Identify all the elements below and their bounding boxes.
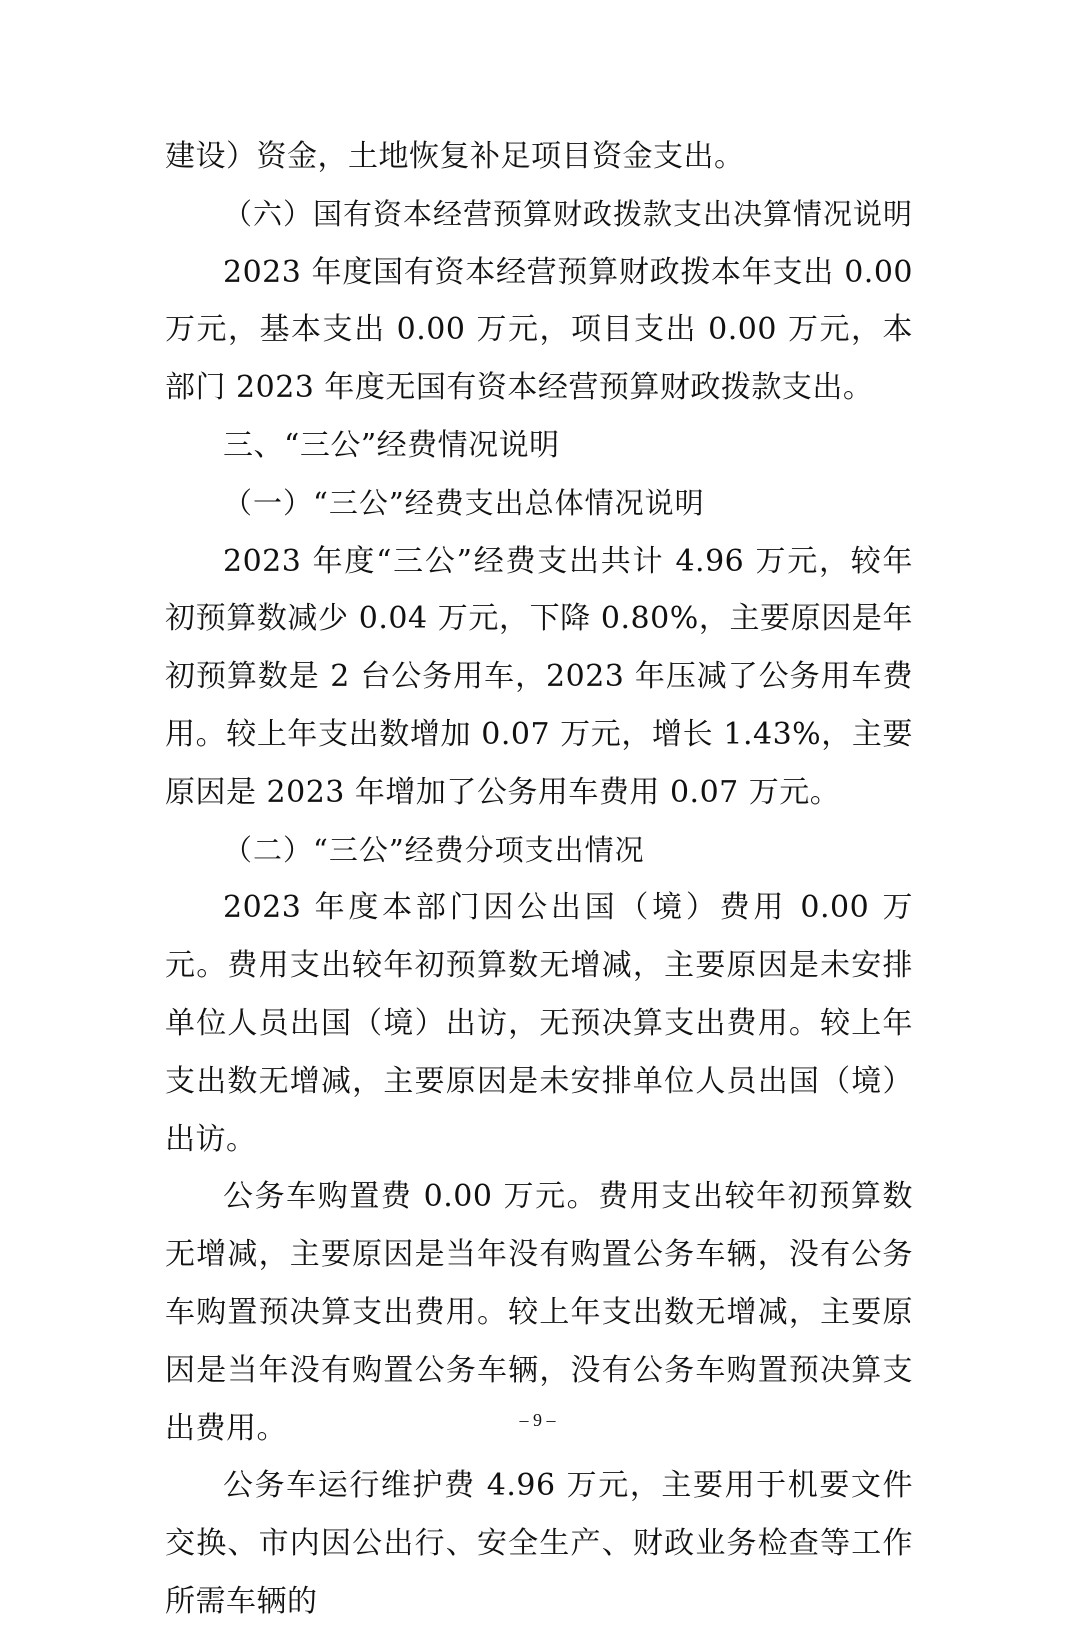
section-subheading-2: （二）“三公”经费分项支出情况: [223, 832, 645, 867]
paragraph-vehicle-maintenance: 公务车运行维护费 4.96 万元，主要用于机要文件交换、市内因公出行、安全生产、财政业务检查等工作所需车辆的: [165, 1468, 913, 1619]
paragraph-three-public-overall: 2023 年度“三公”经费支出共计 4.96 万元，较年初预算数减少 0.04 万元，下降 0.80%，主要原因是年初预算数是 2 台公务用车，2023 年压减了公务用车费用。较上年支出数增加 0.07 万元，增长 1.43%，主要原因是 2023 年增加了公务用车费用 0.07 万元。: [165, 543, 913, 810]
paragraph-continuation: 建设）资金，土地恢复补足项目资金支出。: [165, 139, 745, 174]
section-subheading-1: （一）“三公”经费支出总体情况说明: [223, 485, 705, 520]
document-body: [165, 128, 913, 1631]
paragraph-state-capital-budget: 2023 年度国有资本经营预算财政拨本年支出 0.00 万元，基本支出 0.00 万元，项目支出 0.00 万元，本部门 2023 年度无国有资本经营预算财政拨款支出。: [165, 254, 913, 406]
page-number: – 9 –: [519, 1410, 556, 1430]
paragraph-vehicle-purchase: 公务车购置费 0.00 万元。费用支出较年初预算数无增减，主要原因是当年没有购置公务车辆，没有公务车购置预决算支出费用。较上年支出数无增减，主要原因是当年没有购置公务车辆，没有公务车购置预决算支出费用。: [165, 1179, 913, 1446]
paragraph-overseas-travel: 2023 年度本部门因公出国（境）费用 0.00 万元。费用支出较年初预算数无增减，主要原因是未安排单位人员出国（境）出访，无预决算支出费用。较上年支出数无增减，主要原因是未安排单位人员出国（境）出访。: [165, 890, 913, 1157]
section-heading-3: 三、“三公”经费情况说明: [223, 427, 560, 463]
section-subheading-6: （六）国有资本经营预算财政拨款支出决算情况说明: [223, 196, 914, 231]
